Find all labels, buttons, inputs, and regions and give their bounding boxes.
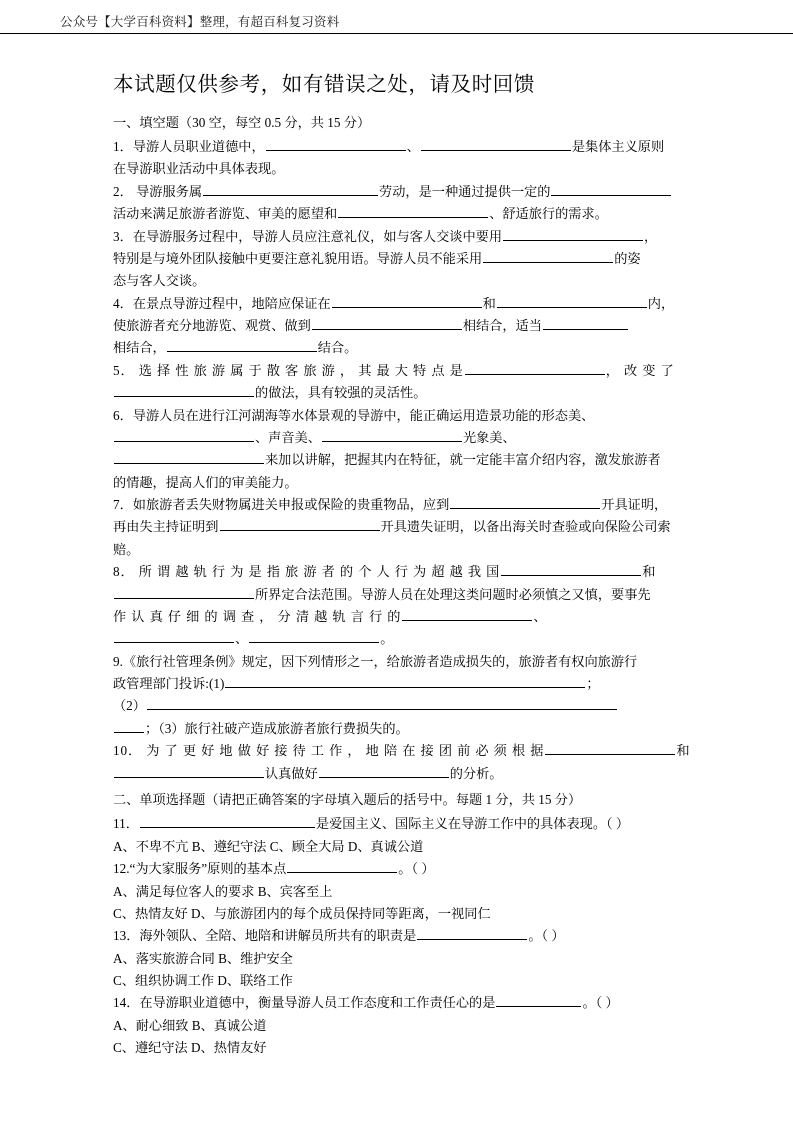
question-3-text-a: 3．在导游服务过程中，导游人员应注意礼仪，如与客人交谈中要用 — [113, 228, 503, 244]
question-4-text-f: 相结合， — [113, 340, 166, 356]
question-13-options-line1: A、落实旅游合同 B、维护安全 — [113, 950, 293, 966]
question-6-cont3: 的情趣，提高人们的审美能力。 — [113, 474, 298, 490]
question-9-cont2 — [113, 695, 691, 716]
question-6-text-b: 、声音美、 — [255, 429, 321, 445]
question-11 — [113, 813, 691, 834]
blank — [545, 742, 675, 756]
blank — [421, 138, 571, 152]
question-10-text-d: 的分析。 — [449, 765, 503, 781]
question-12-text-b: 。（ ） — [398, 861, 435, 877]
watermark-text: 公众号【大学百科资料】整理，有超百科复习资料 — [60, 15, 340, 29]
question-4-text-g: 结合。 — [317, 340, 358, 356]
question-12-options-line2: C、热情友好 D、与旅游团内的每个成员保持同等距离，一视同仁 — [113, 905, 491, 921]
blank — [249, 630, 379, 644]
question-1-text-a: 1．导游人员职业道德中， — [113, 139, 265, 155]
question-8-cont1 — [113, 584, 691, 605]
question-3-text-c: 特别是与境外团队接触中更要注意礼貌用语。导游人员不能采用 — [113, 250, 483, 266]
blank — [450, 496, 600, 510]
question-4-cont2 — [113, 337, 691, 358]
blank — [501, 563, 641, 577]
question-12 — [113, 858, 691, 879]
question-3 — [113, 226, 691, 247]
blank — [465, 361, 605, 375]
question-4-text-c: 内， — [647, 295, 675, 311]
question-2-text-c: 活动来满足旅游者游览、审美的愿望和 — [113, 206, 338, 222]
question-8-cont3 — [113, 628, 691, 649]
blank — [220, 518, 380, 532]
question-4-text-b: 和 — [482, 295, 496, 311]
question-10-cont — [113, 763, 691, 784]
question-7-cont1 — [113, 516, 691, 537]
blank — [203, 182, 378, 196]
question-8-text-g: 。 — [380, 631, 394, 647]
blank — [225, 675, 585, 689]
blank — [402, 607, 532, 621]
blank — [483, 249, 613, 263]
question-2-text-a: 2． 导游服务属 — [113, 183, 203, 199]
question-9-text-b: 政管理部门投诉:(1) — [113, 676, 225, 692]
blank — [147, 697, 617, 711]
blank — [551, 182, 671, 196]
question-13 — [113, 925, 691, 946]
question-4-text-a: 4．在景点导游过程中，地陪应保证在 — [113, 295, 331, 311]
question-2-text-b: 劳动，是一种通过提供一定的 — [379, 183, 551, 199]
blank — [312, 317, 462, 331]
question-11-text-a: 11． — [113, 816, 139, 832]
question-8-text-f: 、 — [235, 631, 249, 647]
blank — [114, 719, 144, 733]
question-11-text-b: 是爱国主义、国际主义在导游工作中的具体表现。（ ） — [315, 816, 630, 832]
question-14-text-b: 。（ ） — [582, 995, 619, 1011]
blank — [266, 138, 406, 152]
question-3-cont2: 态与客人交谈。 — [113, 273, 206, 289]
blank — [114, 764, 264, 778]
blank — [319, 764, 449, 778]
blank — [114, 585, 254, 599]
question-8-cont2 — [113, 606, 691, 627]
question-10-text-b: 和 — [676, 743, 691, 759]
question-8-text-e: 、 — [533, 608, 548, 624]
question-3-cont1 — [113, 248, 691, 269]
question-14-text-a: 14．在导游职业道德中，衡量导游人员工作态度和工作责任心的是 — [113, 995, 496, 1011]
question-8 — [113, 561, 691, 582]
question-10-text-a: 10． 为 了 更 好 地 做 好 接 待 工 作 ， 地 陪 在 接 团 前 必 须 根 据 — [113, 743, 545, 759]
question-9-text-c: ； — [586, 676, 600, 692]
question-3-text-d: 的姿 — [614, 250, 641, 266]
blank — [322, 428, 462, 442]
question-2-text-d: 、舒适旅行的需求。 — [489, 206, 608, 222]
question-7-cont2: 赔。 — [113, 541, 140, 557]
question-2-cont — [113, 203, 691, 224]
question-8-text-c: 所界定合法范围。导游人员在处理这类问题时必须慎之又慎，要事先 — [255, 586, 651, 602]
question-11-options: A、不卑不亢 B、遵纪守法 C、顾全大局 D、真诚公道 — [113, 838, 424, 854]
question-6: 6．导游人员在进行江河湖海等水体景观的导游中，能正确运用造景功能的形态美、 — [113, 407, 595, 423]
question-12-options-line1: A、满足每位客人的要求 B、宾客至上 — [113, 883, 333, 899]
header-divider — [0, 33, 793, 34]
question-8-text-a: 8． 所 谓 越 轨 行 为 是 指 旅 游 者 的 个 人 行 为 超 越 我 国 — [113, 564, 501, 580]
question-7-text-d: 开具遗失证明，以备出海关时查验或向保险公司索 — [380, 519, 671, 535]
question-14 — [113, 992, 691, 1013]
blank — [114, 451, 264, 465]
blank — [417, 927, 527, 941]
question-1-text-c: 是集体主义原则 — [571, 139, 665, 155]
question-9-cont1 — [113, 673, 691, 694]
blank — [332, 294, 482, 308]
question-9: 9.《旅行社管理条例》规定，因下列情形之一，给旅游者造成损失的，旅游者有权向旅游行 — [113, 653, 638, 669]
question-5-text-c: 的做法，具有较强的灵活性。 — [255, 385, 427, 401]
blank — [497, 294, 647, 308]
question-14-options-line2: C、遵纪守法 D、热情友好 — [113, 1040, 267, 1056]
question-5 — [113, 360, 691, 381]
question-6-text-c: 光象美、 — [462, 429, 516, 445]
blank — [114, 630, 234, 644]
question-5-text-a: 5． 选 择 性 旅 游 属 于 散 客 旅 游 ， 其 最 大 特 点 是 — [113, 362, 464, 378]
question-5-text-b: ， 改 变 了 — [605, 362, 675, 378]
document-body — [113, 72, 691, 1060]
question-3-text-b: ， — [644, 228, 658, 244]
question-8-text-b: 和 — [642, 564, 657, 580]
page-title: 本试题仅供参考，如有错误之处，请及时回馈 — [113, 74, 535, 96]
blank — [338, 205, 488, 219]
blank — [167, 339, 317, 353]
question-10 — [113, 740, 691, 761]
question-12-text-a: 12.“为大家服务”原则的基本点 — [113, 861, 287, 877]
question-13-options-line2: C、组织协调工作 D、联络工作 — [113, 973, 293, 989]
question-7-text-b: 开具证明， — [601, 497, 668, 513]
question-1-cont: 在导游职业活动中具体表现。 — [113, 161, 285, 177]
question-9-cont3 — [113, 718, 691, 739]
section-heading-multiple-choice: 二、单项选择题（请把正确答案的字母填入题后的括号中。每题 1 分，共 15 分） — [113, 791, 582, 807]
question-14-options-line1: A、耐心细致 B、真诚公道 — [113, 1017, 267, 1033]
question-13-text-b: 。（ ） — [528, 928, 565, 944]
question-9-text-e: ；（3）旅行社破产造成旅游者旅行费损失的。 — [145, 720, 409, 736]
blank — [287, 860, 397, 874]
question-4 — [113, 293, 691, 314]
question-7-text-c: 再由失主持证明到 — [113, 519, 219, 535]
question-10-text-c: 认真做好 — [265, 765, 318, 781]
question-6-cont2 — [113, 449, 691, 470]
question-1-text-b: 、 — [406, 139, 420, 155]
question-8-text-d: 作 认 真 仔 细 的 调 查 ， 分 清 越 轨 言 行 的 — [113, 608, 402, 624]
question-7 — [113, 494, 691, 515]
question-13-text-a: 13．海外领队、全陪、地陪和讲解员所共有的职责是 — [113, 928, 417, 944]
question-1 — [113, 136, 691, 157]
question-6-cont1 — [113, 427, 691, 448]
blank — [114, 384, 254, 398]
blank — [114, 428, 254, 442]
section-heading-fill-in: 一、填空题（30 空，每空 0.5 分，共 15 分） — [113, 114, 371, 130]
blank — [503, 227, 643, 241]
blank — [543, 317, 628, 331]
question-4-text-e: 相结合，适当 — [462, 318, 542, 334]
question-6-text-d: 来加以讲解，把握其内在特征，就一定能丰富介绍内容，激发旅游者 — [265, 452, 661, 468]
question-4-cont1 — [113, 315, 691, 336]
question-5-cont — [113, 382, 691, 403]
question-4-text-d: 使旅游者充分地游览、观赏、做到 — [113, 318, 311, 334]
blank — [140, 815, 315, 829]
question-9-text-d: （2） — [113, 698, 146, 714]
question-7-text-a: 7．如旅游者丢失财物属进关申报或保险的贵重物品，应到 — [113, 497, 450, 513]
question-2 — [113, 181, 691, 202]
blank — [496, 994, 581, 1008]
